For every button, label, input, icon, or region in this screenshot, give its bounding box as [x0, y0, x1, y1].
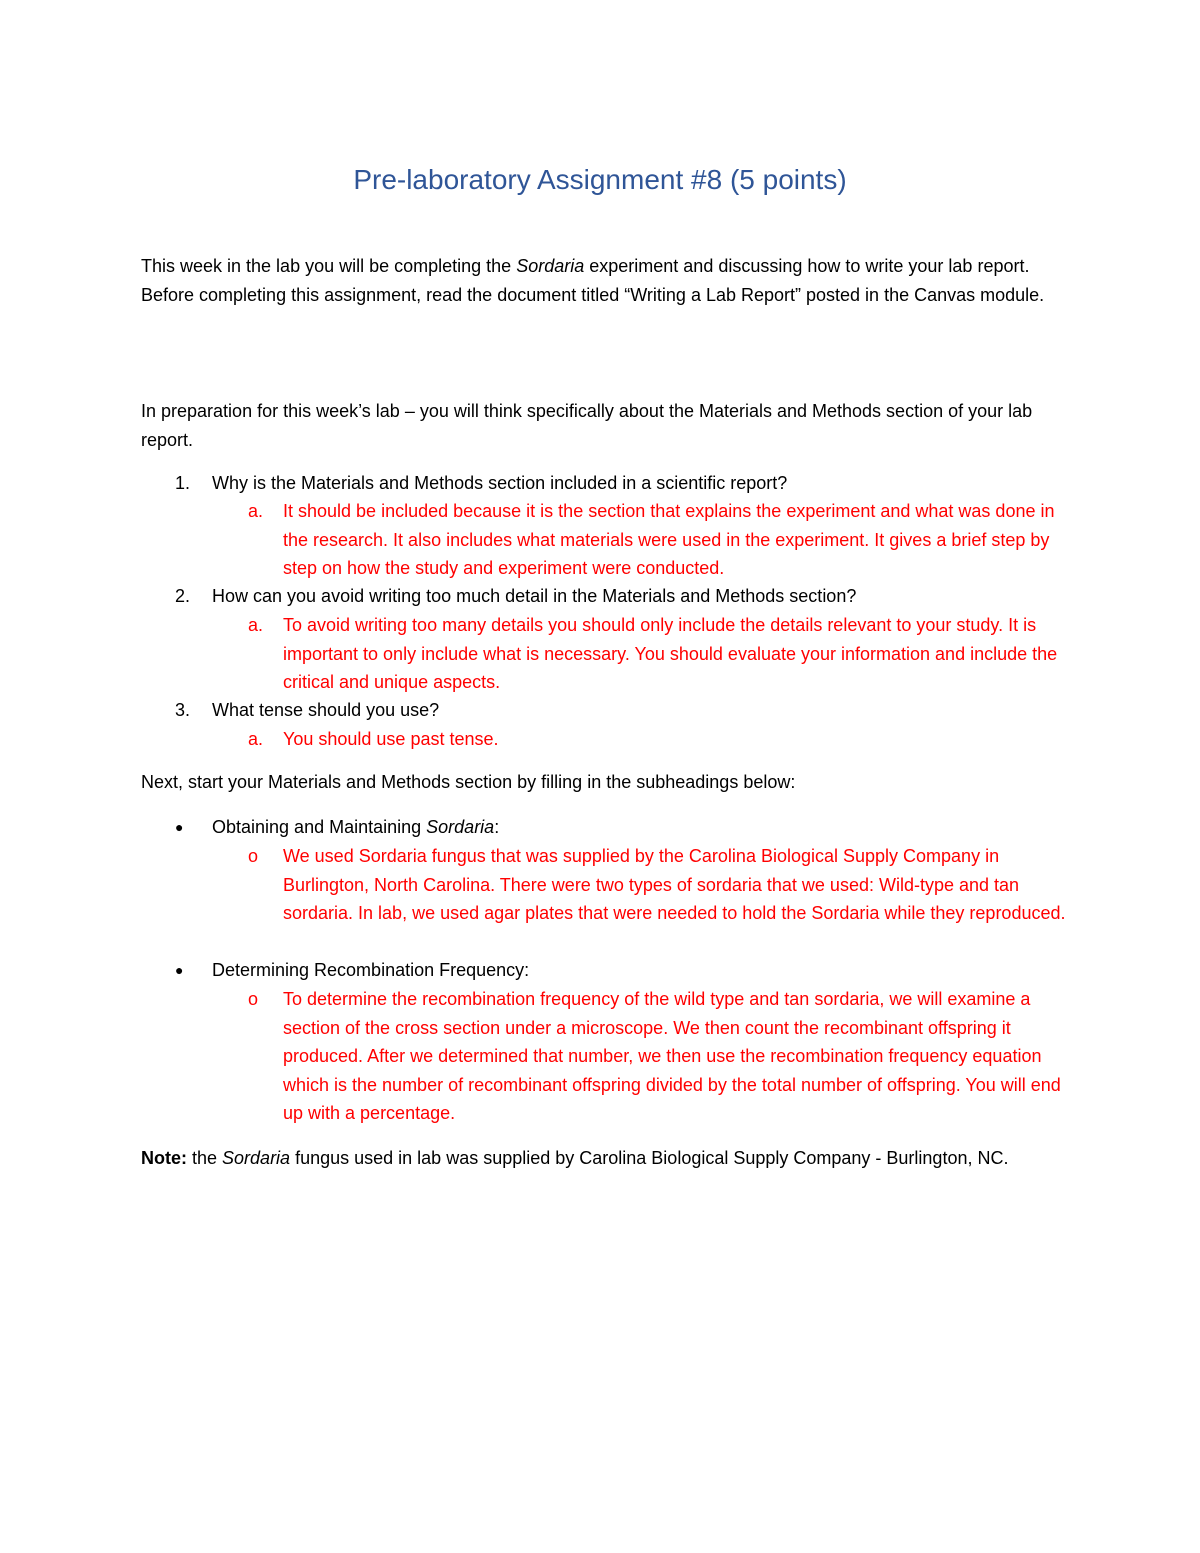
- next-paragraph: Next, start your Materials and Methods section by filling in the subheadings below:: [141, 772, 796, 792]
- answer-text: To avoid writing too many details you should only include the details relevant to your study. It is important to only include what is necessary. You should evaluate your information and include the critical and unique aspects.: [283, 615, 1058, 692]
- intro-paragraph: [141, 252, 1071, 309]
- answer-text: It should be included because it is the section that explains the experiment and what was done in the research. It also includes what materials were used in the experiment. It gives a brief step by step on how the study and experiment were conducted.: [283, 501, 1055, 578]
- page-title: Pre-laboratory Assignment #8 (5 points): [353, 164, 847, 195]
- note-italic: Sordaria: [222, 1148, 291, 1168]
- intro-italic: Sordaria: [516, 256, 585, 276]
- subheading-label: [212, 813, 499, 842]
- question-text: How can you avoid writing too much detail in the Materials and Methods section?: [212, 586, 857, 606]
- question-number: 1.: [175, 473, 191, 493]
- question-text: Why is the Materials and Methods section included in a scientific report?: [212, 473, 788, 493]
- question-number: 3.: [175, 700, 191, 720]
- note-paragraph: [141, 1144, 1071, 1173]
- prep-paragraph: In preparation for this week’s lab – you will think specifically about the Materials and Methods section of your lab report.: [141, 401, 1033, 450]
- subheading-answer-1: [248, 842, 1073, 928]
- subheading-label: Determining Recombination Frequency:: [212, 960, 530, 980]
- answer-marker: a.: [248, 729, 264, 749]
- answer-2: [248, 611, 1073, 697]
- bullet-icon: ●: [175, 819, 184, 835]
- answer-marker: a.: [248, 501, 264, 521]
- answer-3: [248, 725, 1073, 754]
- answer-text: You should use past tense.: [283, 729, 499, 749]
- answer-text: We used Sordaria fungus that was supplied by the Carolina Biological Supply Company in Burlington, North Carolina. There were two types of sordaria that we used: Wild-type and tan sordaria. In lab, we used agar plates that were needed to hold the Sordaria while they reproduced.: [283, 846, 1066, 923]
- subheading-label-text: Obtaining and Maintaining: [212, 817, 427, 837]
- answer-marker: o: [248, 846, 259, 866]
- answer-text: To determine the recombination frequency of the wild type and tan sordaria, we will examine a section of the cross section under a microscope. We then count the recombinant offspring it produced. After we determined that number, we then use the recombination frequency equation which is the number of recombinant offspring divided by the total number of offspring. You will end up with a percentage.: [283, 989, 1061, 1123]
- note-text-2: fungus used in lab was supplied by Carolina Biological Supply Company - Burlington, NC.: [290, 1148, 1009, 1168]
- intro-text-1: This week in the lab you will be completing the: [141, 256, 517, 276]
- note-label: Note:: [141, 1148, 187, 1168]
- intro-text-2: experiment and discussing how to write your lab report. Before completing this assignment, read the document titled “Writing a Lab Report” posted in the Canvas module.: [141, 256, 1045, 305]
- subheading-label-italic: Sordaria: [426, 817, 495, 837]
- answer-1: [248, 497, 1073, 583]
- question-number: 2.: [175, 586, 191, 606]
- question-text: What tense should you use?: [212, 700, 440, 720]
- answer-marker: o: [248, 989, 259, 1009]
- subheading-label-end: :: [494, 817, 500, 837]
- answer-marker: a.: [248, 615, 264, 635]
- subheading-answer-2: [248, 985, 1073, 1128]
- note-text-1: the: [187, 1148, 223, 1168]
- bullet-icon: ●: [175, 962, 184, 978]
